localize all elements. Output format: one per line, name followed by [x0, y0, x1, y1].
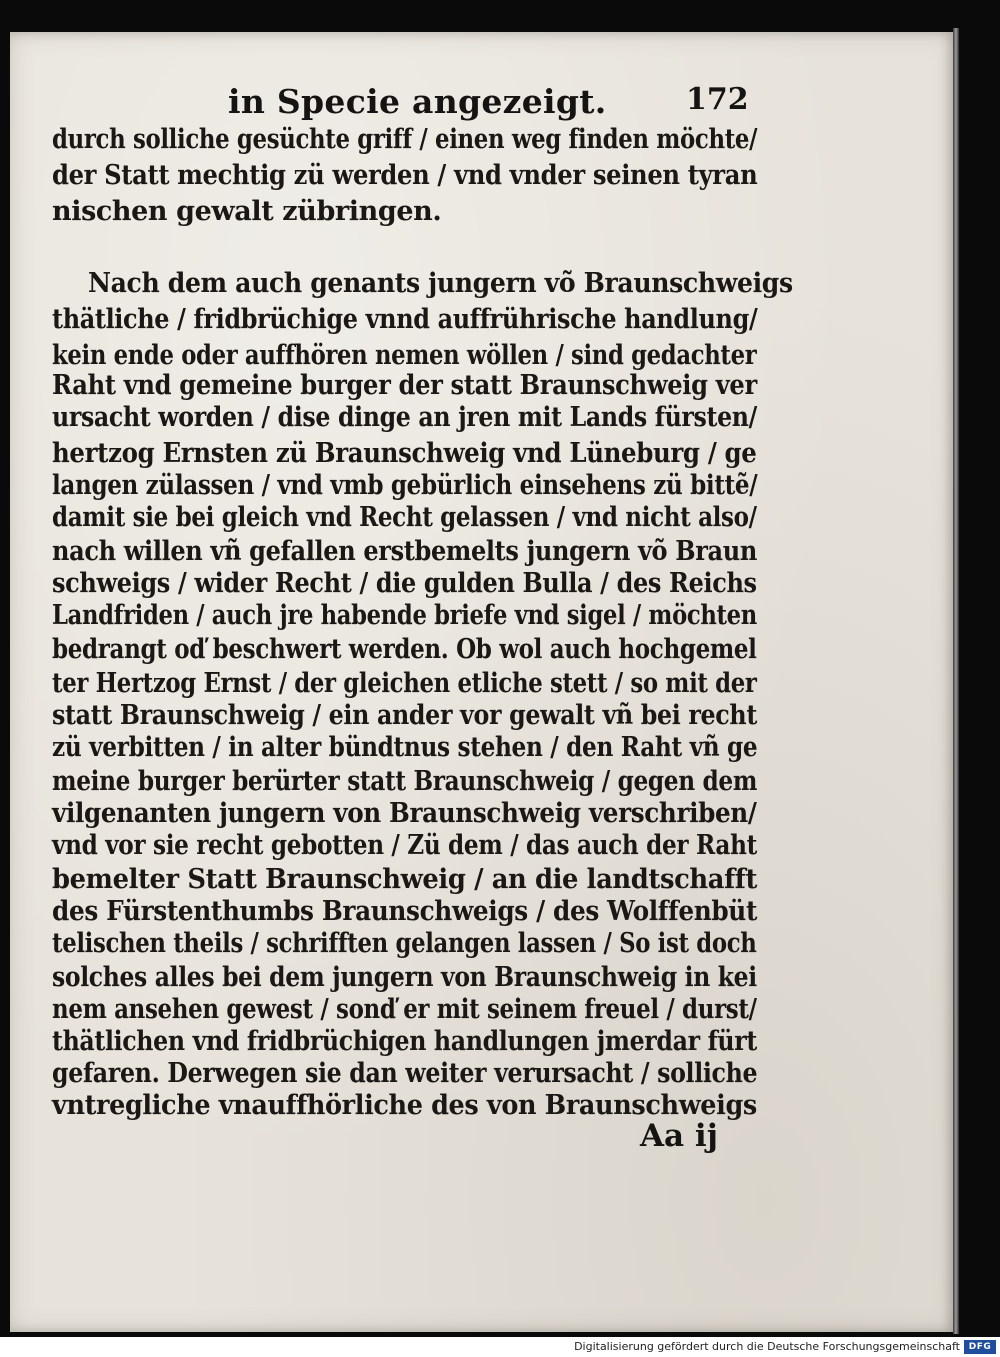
text-line: vnd vor sie recht gebotten / Zü dem / das auch der Raht	[52, 830, 757, 861]
text-line: nach willen vñ gefallen erstbemelts jungern võ Braun	[52, 536, 757, 567]
text-line: thätliche / fridbrüchige vnnd auffrührische handlung/	[52, 304, 758, 335]
text-line: telischen theils / schrifften gelangen lassen / So ist doch	[52, 928, 757, 959]
text-line: nischen gewalt zübringen.	[52, 196, 442, 227]
text-line: bemelter Statt Braunschweig / an die landtschafft	[52, 864, 758, 895]
text-line: kein ende oder auffhören nemen wöllen / sind gedachter	[52, 340, 757, 371]
text-line: nem ansehen gewest / sonď er mit seinem freuel / durst/	[52, 994, 757, 1025]
text-line: gefaren. Derwegen sie dan weiter verursacht / solliche	[52, 1058, 758, 1089]
text-line: bedrangt oď beschwert werden. Ob wol auch hochgemel	[52, 634, 757, 665]
text-line: schweigs / wider Recht / die gulden Bulla / des Reichs	[52, 568, 757, 599]
text-line: thätlichen vnd fridbrüchigen handlungen jmerdar fürt	[52, 1026, 757, 1057]
text-line: durch solliche gesüchte griff / einen weg finden möchte/	[52, 124, 758, 155]
text-line: zü verbitten / in alter bündtnus stehen / den Raht vñ ge	[52, 732, 758, 763]
text-line: ursacht worden / dise dinge an jren mit Lands fürsten/	[52, 402, 757, 433]
text-line: Landfriden / auch jre habende briefe vnd sigel / möchten	[52, 600, 757, 631]
text-line: statt Braunschweig / ein ander vor gewalt vñ bei recht	[52, 700, 757, 731]
text-line: solches alles bei dem jungern von Braunschweig in kei	[52, 962, 757, 993]
signature-mark: Aa ij	[640, 1118, 718, 1154]
footer-bar	[0, 1337, 1000, 1357]
text-line: langen zülassen / vnd vmb gebürlich einsehens zü bittẽ/	[52, 470, 758, 501]
text-line: hertzog Ernsten zü Braunschweig vnd Lüneburg / ge	[52, 438, 757, 469]
page-number: 172	[686, 82, 749, 117]
page-edge	[953, 28, 959, 1334]
text-line: damit sie bei gleich vnd Recht gelassen / vnd nicht also/	[52, 502, 757, 533]
text-line: des Fürstenthumbs Braunschweigs / des Wolffenbüt	[52, 896, 758, 927]
text-line: vntregliche vnauffhörliche des von Braunschweigs	[52, 1090, 757, 1121]
text-line: Raht vnd gemeine burger der statt Braunschweig ver	[52, 370, 757, 401]
text-line: meine burger berürter statt Braunschweig / gegen dem	[52, 766, 758, 797]
running-head: in Specie angezeigt.	[228, 82, 607, 121]
text-line: vilgenanten jungern von Braunschweig verschriben/	[52, 798, 757, 829]
funding-credit: Digitalisierung gefördert durch die Deutsche Forschungsgemeinschaft	[574, 1340, 960, 1353]
paragraph-first-line: Nach dem auch genants jungern võ Braunschweigs	[88, 268, 793, 299]
text-line: ter Hertzog Ernst / der gleichen etliche stett / so mit der	[52, 668, 757, 699]
dfg-logo-icon: DFG	[964, 1340, 996, 1354]
text-line: der Statt mechtig zü werden / vnd vnder seinen tyran	[52, 160, 758, 191]
